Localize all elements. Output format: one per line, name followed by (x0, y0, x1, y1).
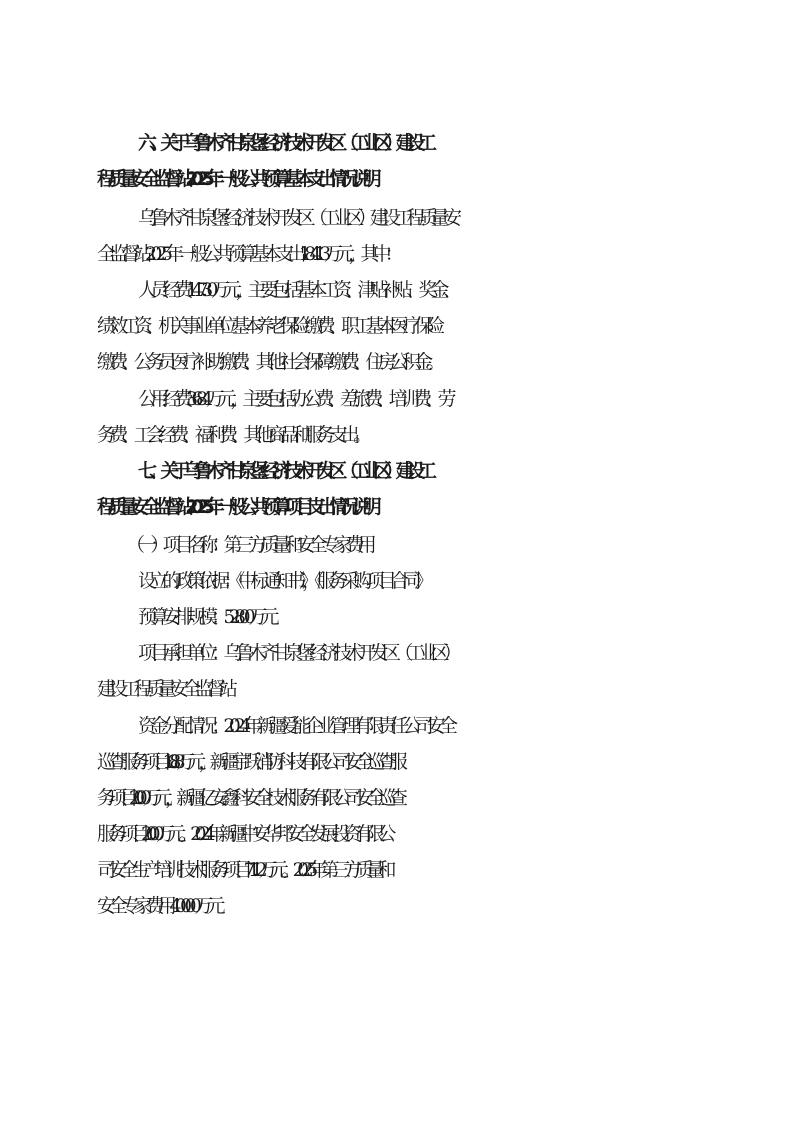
section6-para3-line1: 公用经费 36.84 万元，主要包括办公费、差旅费、培训费、劳 (138, 388, 450, 410)
section6-para2-line1: 人员经费 147.30 万元，主要包括基本工资、津贴补贴、奖金、 (138, 279, 455, 301)
fund-allocation-line5: 司安全生产培训技术服务项目 71.12 万元。2025 年第三方质量和 (97, 859, 389, 881)
fund-allocation-line2: 巡查服务项目 16.88 万元，新疆宇跃消防科技有限公司安全巡查服 (97, 751, 401, 773)
section6-para2-line2: 绩效工资、机关事业单位基本养老保险缴费、职工基本医疗保险 (97, 315, 439, 337)
project-unit-line2: 建设工程质量安全监督站 (97, 678, 232, 700)
fund-allocation-line1: 资金分配情况：2024 年新疆爱能企业管理有限责任公司安全 (138, 715, 452, 737)
section6-para2-line3: 缴费、公务员医疗补助缴费、其他社会保障缴费、住房公积金。 (97, 351, 439, 373)
fund-allocation-line6: 安全专家费用 400.00 万元 (97, 895, 219, 917)
section6-para1-line1: 乌鲁木齐甘泉堡经济技术开发区（工业区）建设工程质量安 (138, 207, 456, 229)
section6-heading-line1: 六、关于乌鲁木齐甘泉堡经济技术开发区（工业区）建设工 (138, 132, 430, 154)
budget-scale: 预算安排规模：528.00 万元 (138, 606, 273, 628)
section7-heading-line2: 程质量安全监督站 2025 年一般公共预算项目支出情况说明 (97, 496, 374, 518)
section7-heading-line1: 七、关于乌鲁木齐甘泉堡经济技术开发区（工业区）建设工 (138, 460, 430, 482)
policy-basis: 设立的政策依据：《中标通知书》，《服务采购项目合同》 (138, 570, 427, 592)
project-unit-line1: 项目承担单位：乌鲁木齐甘泉堡经济技术开发区（工业区） (138, 642, 456, 664)
fund-allocation-line4: 服务项目 20.00 万元。2024 年新疆中安华邦安全发展投资有限公 (97, 823, 389, 845)
fund-allocation-line3: 务项目 20.00 万元，新疆亿安鑫科安全技术服务有限公司安全巡查 (97, 787, 401, 809)
section6-para1-line2: 全监督站 2025 年一般公共预算基本支出 184.13 万元，其中： (97, 243, 397, 265)
section6-heading-line2: 程质量安全监督站 2025 年一般公共预算基本支出情况说明 (97, 168, 374, 190)
project-name: （一）项目名称：第三方质量和安全专家费用 (126, 534, 371, 556)
section6-para3-line2: 务费、工会经费、福利费、其他商品和服务支出。 (97, 424, 366, 446)
